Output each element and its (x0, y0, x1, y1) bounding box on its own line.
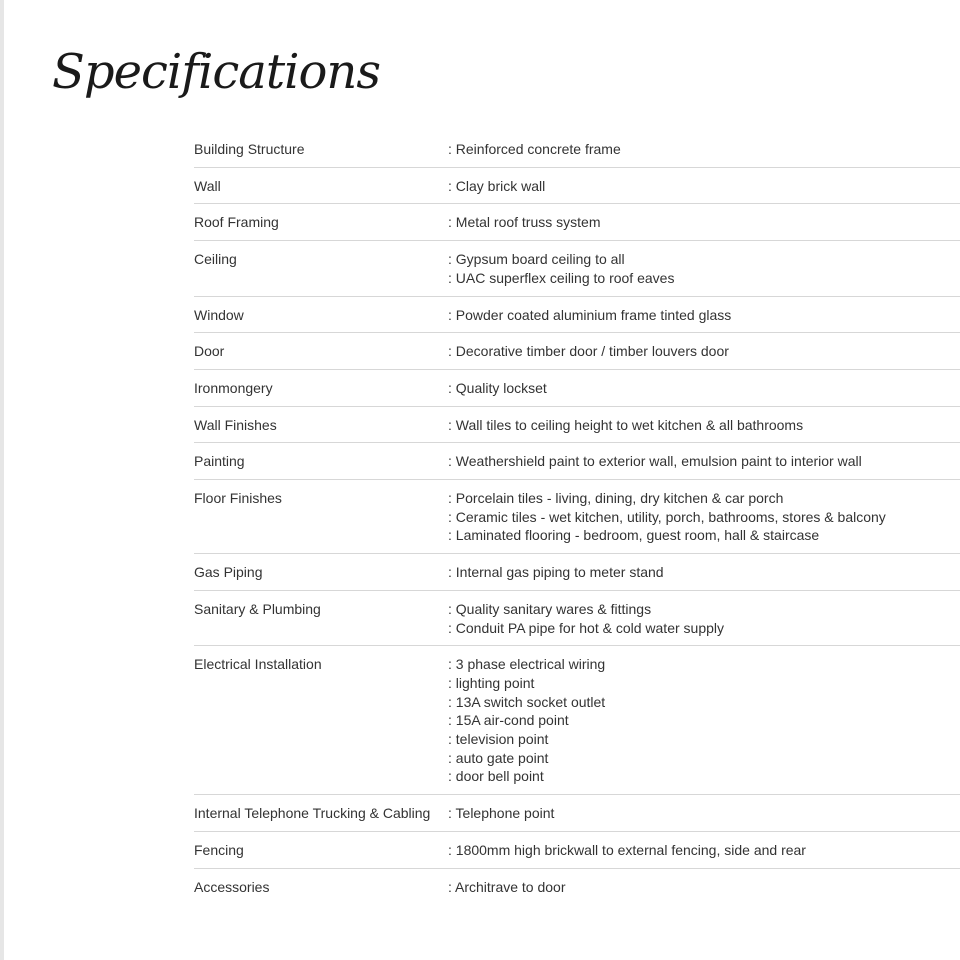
spec-values (448, 306, 960, 325)
spec-value: : Porcelain tiles - living, dining, dry kitchen & car porch (448, 490, 784, 507)
spec-label: Wall Finishes (194, 416, 277, 433)
spec-row (194, 416, 960, 444)
spec-value: : Metal roof truss system (448, 214, 601, 231)
spec-row (194, 306, 960, 334)
spec-values (448, 177, 960, 196)
spec-label: Building Structure (194, 141, 305, 157)
spec-value: : Decorative timber door / timber louvers door (448, 343, 729, 360)
spec-value: : Laminated flooring - bedroom, guest room, hall & staircase (448, 527, 820, 544)
spec-label: Electrical Installation (194, 656, 322, 673)
page-title: Specifications (52, 44, 380, 100)
spec-label: Floor Finishes (194, 490, 282, 507)
specifications-table (194, 140, 960, 913)
spec-label: Fencing (194, 841, 244, 858)
spec-row (194, 563, 960, 591)
spec-row (194, 452, 960, 480)
spec-values (448, 804, 960, 823)
spec-value: : Telephone point (448, 805, 555, 822)
spec-values (448, 213, 960, 232)
spec-row (194, 213, 960, 241)
spec-values (448, 655, 960, 786)
spec-values (448, 250, 960, 287)
spec-value: : 15A air-cond point (448, 712, 569, 729)
spec-value: : Powder coated aluminium frame tinted glass (448, 306, 732, 323)
spec-value: : Reinforced concrete frame (448, 141, 621, 157)
spec-row (194, 177, 960, 205)
spec-value: : UAC superflex ceiling to roof eaves (448, 269, 675, 286)
spec-label: Gas Piping (194, 564, 263, 581)
spec-value: : Quality sanitary wares & fittings (448, 600, 652, 617)
page-edge-rule (0, 0, 4, 960)
spec-label: Wall (194, 177, 221, 194)
spec-value: : auto gate point (448, 749, 549, 766)
spec-row (194, 600, 960, 646)
spec-value: : Ceramic tiles - wet kitchen, utility, porch, bathrooms, stores & balcony (448, 508, 886, 525)
spec-label: Accessories (194, 878, 270, 895)
spec-value: : lighting point (448, 674, 535, 691)
spec-row (194, 878, 960, 905)
spec-values (448, 379, 960, 398)
spec-row (194, 804, 960, 832)
spec-value: : Clay brick wall (448, 177, 546, 194)
spec-label: Ironmongery (194, 379, 273, 396)
spec-values (448, 600, 960, 637)
spec-value: : Internal gas piping to meter stand (448, 564, 664, 581)
spec-values (448, 563, 960, 582)
spec-value: : Wall tiles to ceiling height to wet kitchen & all bathrooms (448, 416, 804, 433)
spec-values (448, 416, 960, 435)
spec-row (194, 379, 960, 407)
spec-value: : Gypsum board ceiling to all (448, 251, 625, 268)
spec-label: Sanitary & Plumbing (194, 600, 321, 617)
spec-value: : 3 phase electrical wiring (448, 656, 606, 673)
spec-values (448, 489, 960, 545)
spec-label: Painting (194, 453, 245, 470)
spec-row (194, 342, 960, 370)
spec-label: Roof Framing (194, 214, 279, 231)
spec-row (194, 250, 960, 296)
spec-value: : 1800mm high brickwall to external fencing, side and rear (448, 841, 806, 858)
spec-value: : Quality lockset (448, 379, 547, 396)
spec-label: Ceiling (194, 251, 237, 268)
spec-value: : Weathershield paint to exterior wall, emulsion paint to interior wall (448, 453, 862, 470)
spec-row (194, 841, 960, 869)
spec-value: : Architrave to door (448, 878, 566, 895)
spec-label: Window (194, 306, 244, 323)
spec-values (448, 452, 960, 471)
spec-label: Door (194, 343, 225, 360)
spec-row (194, 140, 960, 168)
spec-row (194, 489, 960, 554)
spec-values (448, 841, 960, 860)
spec-value: : television point (448, 731, 549, 748)
spec-value: : door bell point (448, 768, 544, 785)
spec-values (448, 342, 960, 361)
spec-value: : 13A switch socket outlet (448, 693, 606, 710)
spec-label: Internal Telephone Trucking & Cabling (194, 805, 431, 822)
spec-values (448, 140, 960, 159)
spec-values (448, 878, 960, 897)
spec-value: : Conduit PA pipe for hot & cold water supply (448, 619, 725, 636)
spec-row (194, 655, 960, 795)
